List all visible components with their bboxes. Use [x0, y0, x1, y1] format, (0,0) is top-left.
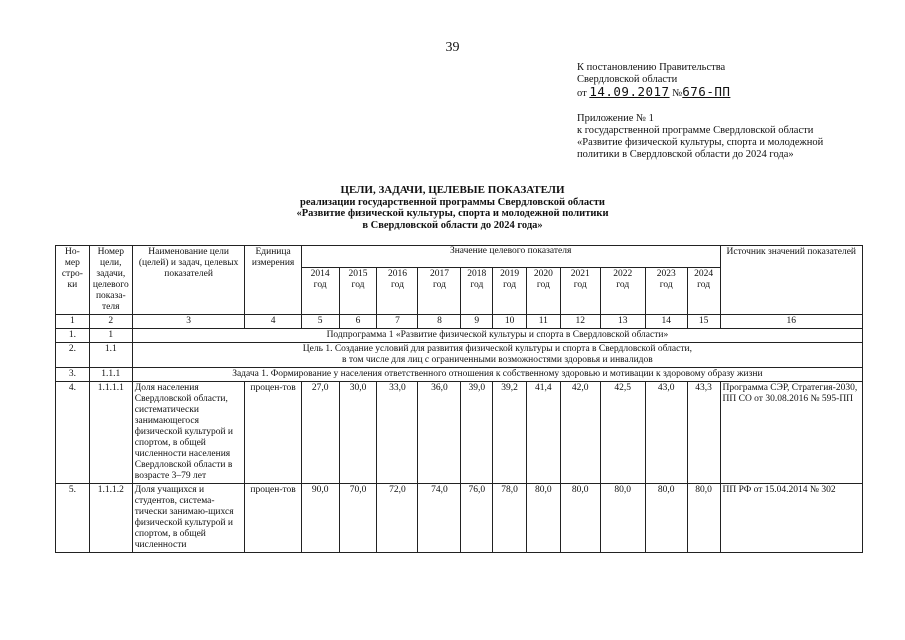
column-number-cell: 13 [600, 315, 645, 329]
value-cell-2023: 43,0 [645, 382, 687, 484]
data-rows [56, 382, 863, 553]
header-year-2019 [493, 268, 527, 315]
column-number-cell: 16 [720, 315, 862, 329]
indicator-row [56, 484, 863, 553]
indicator-name-cell: Доля населения Свердловской области, систематически занимающегося физической культурой и спортом, в общей численности населения Свердловской области в возрасте 3–79 лет [132, 382, 245, 484]
document-title [0, 185, 905, 231]
appendix-line-1: Приложение № 1 [577, 113, 654, 124]
value-cell-2022: 42,5 [600, 382, 645, 484]
column-number-cell: 9 [461, 315, 493, 329]
year-label: 2018 [467, 269, 487, 280]
column-number-cell: 8 [418, 315, 461, 329]
year-suffix: год [659, 280, 673, 291]
year-label: 2019 [500, 269, 520, 280]
header-year-2023 [645, 268, 687, 315]
appendix-line-3: «Развитие физической культуры, спорта и молодежной [577, 137, 824, 148]
section-text-cell [132, 368, 862, 382]
section-text-line-2: в том числе для лиц с ограниченными возможностями здоровья и инвалидов [342, 355, 653, 365]
year-label: 2021 [570, 269, 590, 280]
title-main: ЦЕЛИ, ЗАДАЧИ, ЦЕЛЕВЫЕ ПОКАЗАТЕЛИ [340, 184, 565, 196]
year-label: 2014 [310, 269, 330, 280]
source-cell: ПП РФ от 15.04.2014 № 302 [720, 484, 862, 553]
row-number-cell: 1. [56, 329, 90, 343]
year-suffix: год [432, 280, 446, 291]
value-cell-2018: 39,0 [461, 382, 493, 484]
header-year-2017 [418, 268, 461, 315]
section-row [56, 329, 863, 343]
row-number-cell: 2. [56, 343, 90, 368]
section-row [56, 343, 863, 368]
section-row [56, 368, 863, 382]
appendix-line-2: к государственной программе Свердловской области [577, 125, 814, 136]
resolution-line-1: К постановлению Правительства [577, 62, 726, 73]
header-value-group: Значение целевого показателя [301, 246, 720, 268]
header-unit: Единица измерения [245, 246, 301, 315]
header-year-2024 [687, 268, 720, 315]
value-cell-2024: 80,0 [687, 484, 720, 553]
year-label: 2016 [387, 269, 407, 280]
column-number-cell: 12 [560, 315, 600, 329]
resolution-line-2: Свердловской области [577, 74, 678, 85]
header-year-2015 [339, 268, 377, 315]
value-cell-2017: 36,0 [418, 382, 461, 484]
column-number-cell: 14 [645, 315, 687, 329]
year-label: 2024 [694, 269, 714, 280]
year-suffix: год [503, 280, 517, 291]
title-line-4: в Свердловской области до 2024 года» [362, 219, 543, 231]
value-cell-2014: 27,0 [301, 382, 339, 484]
column-number-cell: 3 [132, 315, 245, 329]
column-number-cell: 11 [526, 315, 560, 329]
unit-cell: процен-тов [245, 382, 301, 484]
header-year-2014 [301, 268, 339, 315]
column-number-cell: 7 [377, 315, 418, 329]
code-cell: 1.1.1.2 [89, 484, 132, 553]
column-number-cell: 5 [301, 315, 339, 329]
year-label: 2022 [613, 269, 633, 280]
code-cell: 1 [89, 329, 132, 343]
year-label: 2017 [429, 269, 449, 280]
value-cell-2018: 76,0 [461, 484, 493, 553]
date-prefix: от [577, 88, 587, 99]
row-number-cell: 5. [56, 484, 90, 553]
source-cell: Программа СЭР, Стратегия-2030, ПП СО от 30.08.2016 № 595-ПП [720, 382, 862, 484]
row-number-cell: 4. [56, 382, 90, 484]
year-suffix: год [390, 280, 404, 291]
year-suffix: год [470, 280, 484, 291]
value-cell-2016: 72,0 [377, 484, 418, 553]
value-cell-2021: 80,0 [560, 484, 600, 553]
header-year-2021 [560, 268, 600, 315]
appendix-reference [577, 113, 877, 161]
indicator-row [56, 382, 863, 484]
title-line-2: реализации государственной программы Свердловской области [300, 196, 605, 208]
value-cell-2023: 80,0 [645, 484, 687, 553]
year-suffix: год [616, 280, 630, 291]
year-suffix: год [313, 280, 327, 291]
resolution-date-line [577, 86, 730, 100]
section-rows [56, 329, 863, 382]
appendix-line-4: политики в Свердловской области до 2024 года» [577, 149, 794, 160]
indicator-name-cell: Доля учащихся и студентов, система-тически занимаю-щихся физической культурой и спортом, в общей численности [132, 484, 245, 553]
row-number-cell: 3. [56, 368, 90, 382]
header-year-2022 [600, 268, 645, 315]
goals-table [55, 245, 863, 553]
year-suffix: год [351, 280, 365, 291]
column-number-cell: 6 [339, 315, 377, 329]
year-label: 2023 [656, 269, 676, 280]
section-text-cell [132, 329, 862, 343]
value-cell-2017: 74,0 [418, 484, 461, 553]
header-year-2020 [526, 268, 560, 315]
value-cell-2015: 30,0 [339, 382, 377, 484]
unit-cell: процен-тов [245, 484, 301, 553]
header-source: Источник значений показателей [720, 246, 862, 315]
resolution-reference [577, 62, 730, 100]
column-number-cell: 1 [56, 315, 90, 329]
header-year-2016 [377, 268, 418, 315]
header-year-2018 [461, 268, 493, 315]
header-goal-number: Номер цели, задачи, целевого показа-теля [89, 246, 132, 315]
value-cell-2020: 41,4 [526, 382, 560, 484]
section-text: Задача 1. Формирование у населения ответственного отношения к собственному здоровью и мотивации к здоровому образу жизни [232, 369, 763, 379]
value-cell-2015: 70,0 [339, 484, 377, 553]
column-number-cell: 10 [493, 315, 527, 329]
code-cell: 1.1.1.1 [89, 382, 132, 484]
header-row-1 [56, 246, 863, 268]
value-cell-2020: 80,0 [526, 484, 560, 553]
value-cell-2019: 78,0 [493, 484, 527, 553]
code-cell: 1.1 [89, 343, 132, 368]
section-text: Подпрограмма 1 «Развитие физической культуры и спорта в Свердловской области» [326, 330, 669, 340]
value-cell-2022: 80,0 [600, 484, 645, 553]
column-number-cell: 4 [245, 315, 301, 329]
value-cell-2014: 90,0 [301, 484, 339, 553]
column-number-cell: 2 [89, 315, 132, 329]
header-row-number: Но-мер стро-ки [56, 246, 90, 315]
year-label: 2020 [533, 269, 553, 280]
column-number-cell: 15 [687, 315, 720, 329]
section-text: Цель 1. Создание условий для развития физической культуры и спорта в Свердловской области, [302, 344, 692, 354]
value-cell-2016: 33,0 [377, 382, 418, 484]
column-number-row [56, 315, 863, 329]
code-cell: 1.1.1 [89, 368, 132, 382]
page-number: 39 [445, 40, 460, 55]
year-suffix: год [573, 280, 587, 291]
year-label: 2015 [348, 269, 368, 280]
section-text-cell [132, 343, 862, 368]
resolution-number: 676-ПП [682, 84, 731, 99]
number-prefix: № [672, 88, 683, 99]
year-suffix: год [536, 280, 550, 291]
resolution-date: 14.09.2017 [589, 84, 670, 99]
header-name: Наименование цели (целей) и задач, целевых показателей [132, 246, 245, 315]
value-cell-2024: 43,3 [687, 382, 720, 484]
value-cell-2021: 42,0 [560, 382, 600, 484]
value-cell-2019: 39,2 [493, 382, 527, 484]
year-suffix: год [697, 280, 711, 291]
title-line-3: «Развитие физической культуры, спорта и молодежной политики [296, 208, 609, 219]
